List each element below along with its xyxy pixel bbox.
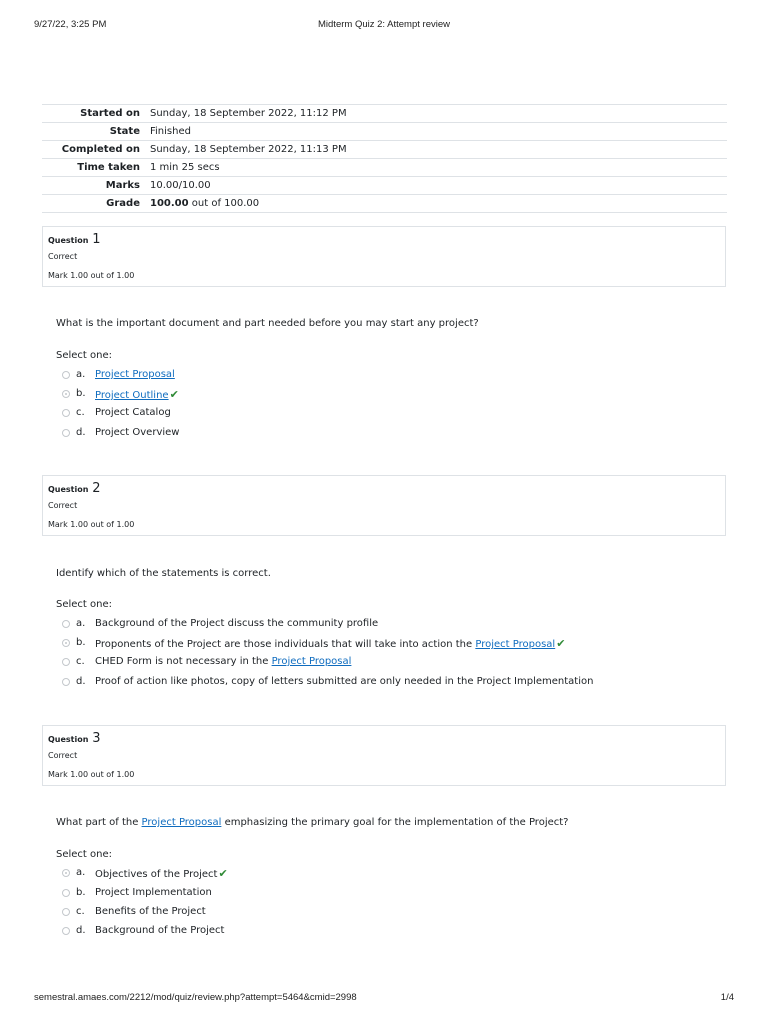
question-mark: Mark 1.00 out of 1.00 [48, 271, 135, 280]
option-letter: c. [76, 906, 85, 917]
option-link[interactable]: Project Proposal [271, 656, 352, 667]
question-number: Question 1 [48, 232, 101, 247]
question-mark: Mark 1.00 out of 1.00 [48, 520, 135, 529]
grade-value: 100.00 [150, 198, 189, 209]
summary-value [148, 195, 727, 213]
question-text: Identify which of the statements is correct. [56, 568, 271, 579]
option-letter: c. [76, 656, 85, 667]
question-state: Correct [48, 751, 78, 760]
print-url: semestral.amaes.com/2212/mod/quiz/review.php?attempt=5464&cmid=2998 [34, 992, 357, 1003]
radio-button[interactable] [62, 658, 70, 666]
question-state: Correct [48, 501, 78, 510]
question-link[interactable]: Project Proposal [141, 817, 222, 828]
print-title: Midterm Quiz 2: Attempt review [318, 19, 450, 30]
option-letter: d. [76, 427, 86, 438]
option-letter: b. [76, 887, 86, 898]
summary-value: Sunday, 18 September 2022, 11:13 PM [150, 144, 347, 155]
summary-row [42, 105, 727, 123]
radio-button[interactable] [62, 429, 70, 437]
option-letter: d. [76, 676, 86, 687]
radio-button[interactable] [62, 889, 70, 897]
option-link[interactable]: Project Proposal [95, 369, 175, 380]
radio-button-selected[interactable] [62, 390, 70, 398]
select-one-label: Select one: [56, 849, 113, 860]
question-info-box [42, 725, 726, 786]
radio-button[interactable] [62, 371, 70, 379]
summary-label: Marks [105, 180, 140, 191]
radio-button-selected[interactable] [62, 869, 70, 877]
option-letter: b. [76, 637, 86, 648]
summary-value: Finished [150, 126, 191, 137]
option-letter: b. [76, 388, 86, 399]
summary-row [42, 177, 727, 195]
print-datetime: 9/27/22, 3:25 PM [34, 19, 107, 30]
summary-row [42, 123, 727, 141]
question-text: What is the important document and part needed before you may start any project? [56, 318, 479, 329]
option-text: Background of the Project discuss the community profile [95, 618, 379, 629]
radio-button-selected[interactable] [62, 639, 70, 647]
option-link[interactable]: Project Proposal [475, 639, 556, 650]
option-text: CHED Form is not necessary in the [95, 656, 272, 667]
radio-button[interactable] [62, 678, 70, 686]
summary-value: 1 min 25 secs [150, 162, 220, 173]
select-one-label: Select one: [56, 599, 113, 610]
option-text: Project Catalog [95, 407, 171, 418]
option-text: Project Implementation [95, 887, 212, 898]
option-text: Objectives of the Project [95, 869, 218, 880]
radio-button[interactable] [62, 409, 70, 417]
option-letter: a. [76, 618, 86, 629]
summary-label: Time taken [77, 162, 140, 173]
question-info-box [42, 226, 726, 287]
question-number: Question 3 [48, 731, 101, 746]
attempt-summary-table [42, 104, 727, 213]
option-letter: a. [76, 369, 86, 380]
option-text: Benefits of the Project [95, 906, 206, 917]
summary-row [42, 141, 727, 159]
question-number: Question 2 [48, 481, 101, 496]
option-letter: a. [76, 867, 86, 878]
summary-label: Completed on [61, 144, 140, 155]
question-mark: Mark 1.00 out of 1.00 [48, 770, 135, 779]
summary-label: Grade [106, 198, 140, 209]
print-header [34, 19, 734, 33]
option-text: Proponents of the Project are those individuals that will take into action the [95, 639, 476, 650]
correct-check-icon: ✔ [169, 388, 179, 401]
question-info-box [42, 475, 726, 536]
option-text: Proof of action like photos, copy of letters submitted are only needed in the Project Implementation [95, 676, 594, 687]
grade-out-of: out of 100.00 [188, 198, 260, 209]
summary-row [42, 195, 727, 213]
option-text: Project Overview [95, 427, 180, 438]
radio-button[interactable] [62, 620, 70, 628]
radio-button[interactable] [62, 908, 70, 916]
option-letter: d. [76, 925, 86, 936]
option-letter: c. [76, 407, 85, 418]
radio-button[interactable] [62, 927, 70, 935]
option-text: Background of the Project [95, 925, 225, 936]
print-footer [34, 992, 734, 1006]
page-number: 1/4 [720, 992, 734, 1003]
correct-check-icon: ✔ [218, 867, 228, 880]
option-link[interactable]: Project Outline [95, 390, 169, 401]
summary-label: Started on [80, 108, 140, 119]
summary-row [42, 159, 727, 177]
question-state: Correct [48, 252, 78, 261]
question-text: What part of the Project Proposal emphasizing the primary goal for the implementation of the Project? [56, 817, 569, 828]
select-one-label: Select one: [56, 350, 113, 361]
summary-label: State [109, 126, 140, 137]
summary-value: Sunday, 18 September 2022, 11:12 PM [150, 108, 347, 119]
summary-value: 10.00/10.00 [150, 180, 211, 191]
correct-check-icon: ✔ [556, 637, 566, 650]
